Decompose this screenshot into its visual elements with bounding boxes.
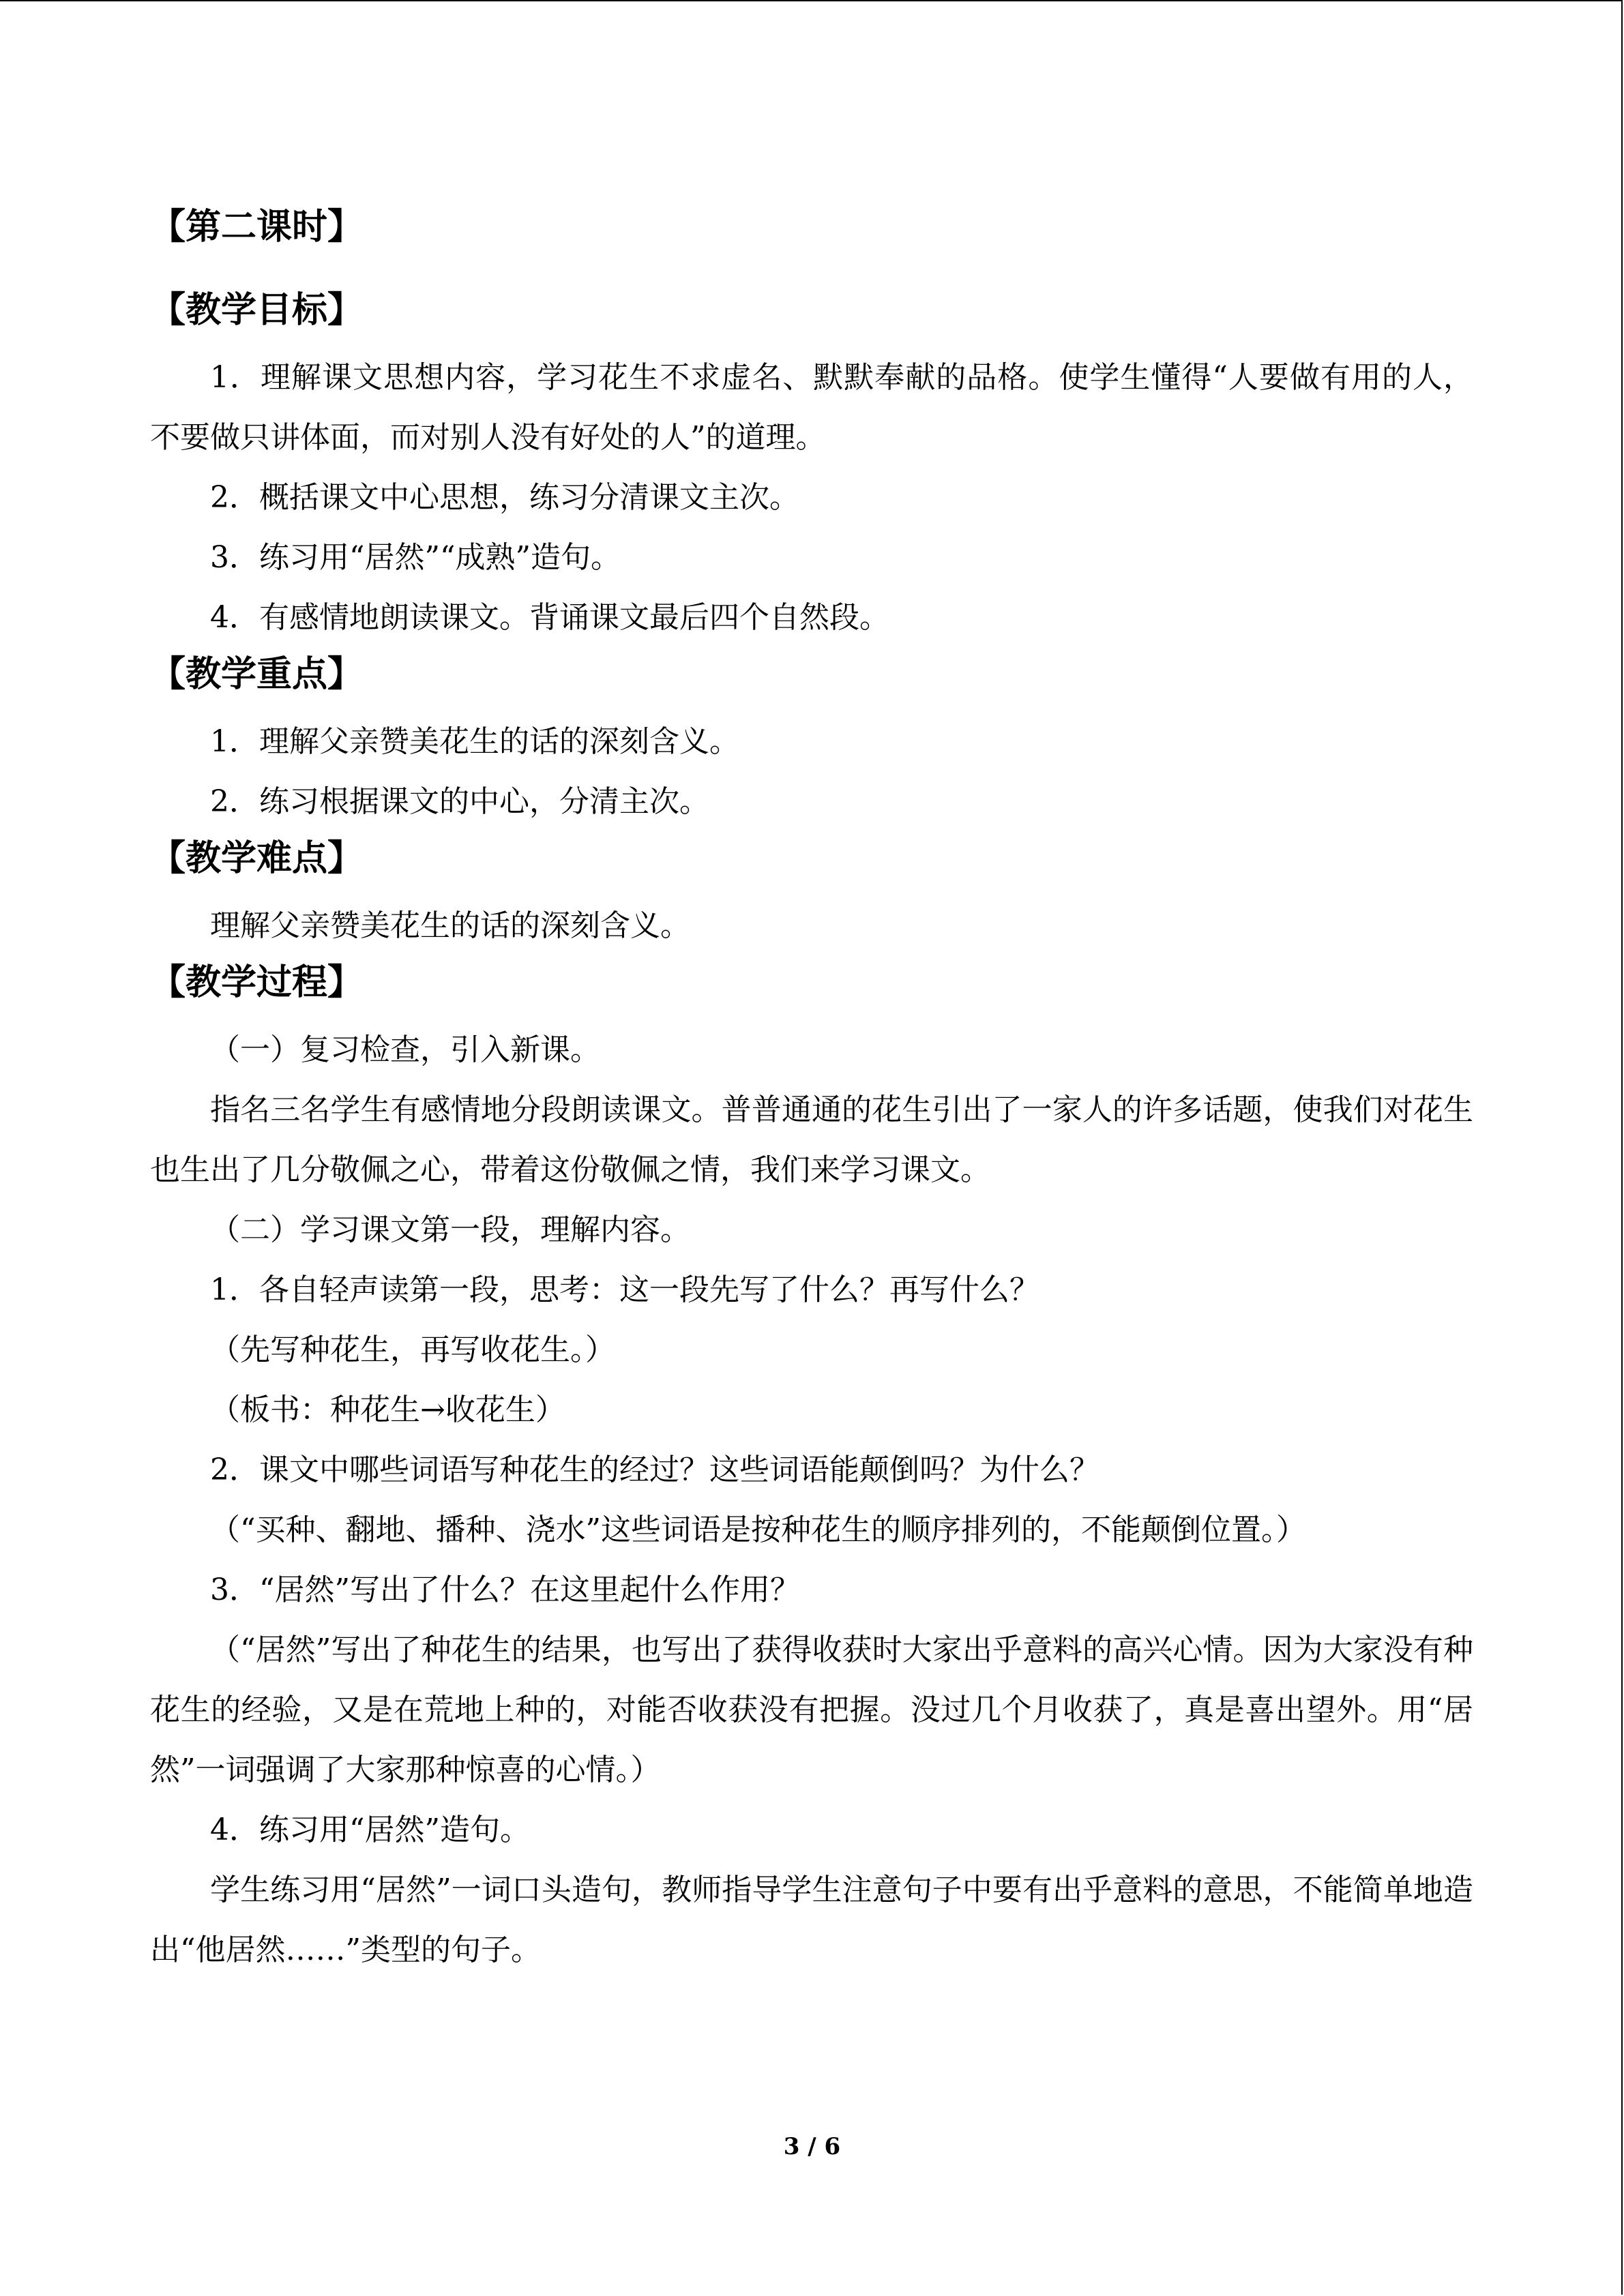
process-item: 4．练习用“居然”造句。: [210, 1813, 530, 1847]
process-item: 3．“居然”写出了什么？在这里起什么作用？: [210, 1572, 800, 1607]
process-item: （“买种、翻地、播种、浇水”这些词语是按种花生的顺序排列的，不能颠倒位置。）: [210, 1512, 1306, 1547]
key-point-item: 1．理解父亲赞美花生的话的深刻含义。: [210, 724, 739, 759]
process-item: 1．各自轻声读第一段，思考：这一段先写了什么？再写什么？: [210, 1272, 1039, 1307]
goal-item: 3．练习用“居然”“成熟”造句。: [210, 540, 621, 575]
goal-item: 2．概括课文中心思想，练习分清课文主次。: [210, 480, 799, 515]
process-item: 学生练习用“居然”一词口头造句，教师指导学生注意句子中要有出乎意料的意思，不能简单地造出“他居然……”类型的句子。: [150, 1873, 1473, 1967]
key-points-heading: 【教学重点】: [150, 654, 364, 695]
process-item: 2．课文中哪些词语写种花生的经过？这些词语能颠倒吗？为什么？: [210, 1452, 1099, 1487]
process-item: （二）学习课文第一段，理解内容。: [210, 1212, 690, 1247]
document-body: [150, 205, 1473, 1980]
process-item: （先写种花生，再写收花生。）: [210, 1332, 615, 1367]
difficulty-item: 理解父亲赞美花生的话的深刻含义。: [210, 908, 690, 943]
process-item: （“居然”写出了种花生的结果，也写出了获得收获时大家出乎意料的高兴心情。因为大家没有种花生的经验，又是在荒地上种的，对能否收获没有把握。没过几个月收获了，真是喜出望外。用“居然”一词强调了大家那种惊喜的心情。）: [150, 1632, 1473, 1787]
process-heading: 【教学过程】: [150, 962, 364, 1003]
key-point-item: 2．练习根据课文的中心，分清主次。: [210, 784, 709, 819]
page-number: 3 / 6: [783, 2133, 841, 2160]
goals-heading: 【教学目标】: [150, 290, 364, 331]
process-item: （板书：种花生→收花生）: [210, 1392, 565, 1427]
lesson-heading: 【第二课时】: [150, 207, 364, 248]
goal-item: 1．理解课文思想内容，学习花生不求虚名、默默奉献的品格。使学生懂得“人要做有用的人，不要做只讲体面，而对别人没有好处的人”的道理。: [150, 360, 1473, 455]
process-item: 指名三名学生有感情地分段朗读课文。普普通通的花生引出了一家人的许多话题，使我们对花生也生出了几分敬佩之心，带着这份敬佩之情，我们来学习课文。: [150, 1092, 1473, 1187]
goal-item: 4．有感情地朗读课文。背诵课文最后四个自然段。: [210, 600, 889, 635]
difficulties-heading: 【教学难点】: [150, 838, 364, 879]
process-item: （一）复习检查，引入新课。: [210, 1032, 600, 1067]
